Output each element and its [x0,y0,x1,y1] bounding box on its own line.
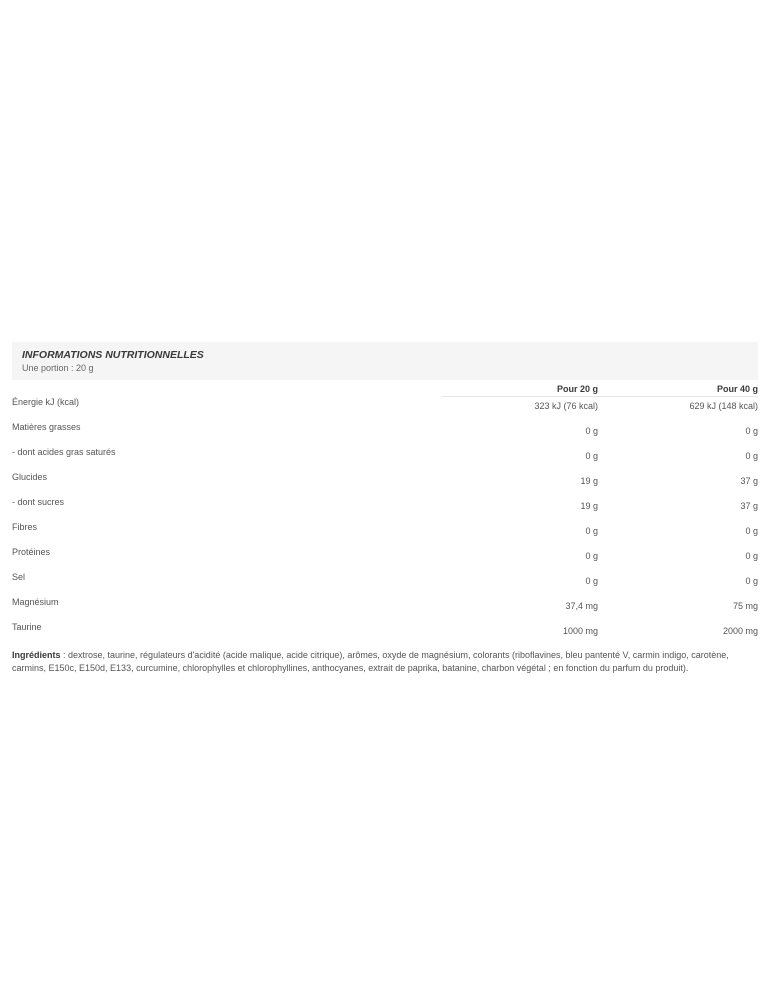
nutrient-name: - dont acides gras saturés [12,447,116,457]
column-header-per-40g: Pour 40 g [598,380,758,397]
nutrient-name: Énergie kJ (kcal) [12,396,80,407]
table-header-row [12,380,758,397]
value-per-40g: 75 mg [732,601,758,611]
value-per-40g: 2000 mg [722,626,758,636]
value-per-40g: 0 g [745,576,758,586]
value-per-20g: 19 g [580,476,598,486]
nutrient-name: Taurine [12,622,42,632]
table-row [12,622,758,647]
nutrition-header [12,342,758,380]
value-per-20g: 19 g [580,501,598,511]
value-per-20g: 0 g [585,426,598,436]
value-per-20g: 0 g [585,526,598,536]
table-row [12,422,758,447]
value-per-20g: 0 g [585,576,598,586]
value-per-20g: 0 g [585,551,598,561]
value-per-20g: 323 kJ (76 kcal) [534,401,598,411]
table-row [12,572,758,597]
nutrient-name: Fibres [12,522,38,532]
nutrition-panel [12,342,758,675]
table-row [12,597,758,622]
table-row [12,447,758,472]
value-per-40g: 0 g [745,551,758,561]
nutrient-name: Matières grasses [12,422,81,432]
ingredients-label: Ingrédients [12,650,61,660]
table-row [12,397,758,423]
nutrient-name: Magnésium [12,597,59,607]
table-row [12,497,758,522]
value-per-40g: 0 g [745,526,758,536]
value-per-40g: 37 g [740,501,758,511]
nutrient-name: Glucides [12,472,48,482]
value-per-20g: 0 g [585,451,598,461]
value-per-40g: 37 g [740,476,758,486]
table-row [12,547,758,572]
column-header-nutrient [12,380,442,397]
nutrition-table [12,380,758,647]
nutrient-name: - dont sucres [12,497,65,507]
column-header-per-20g: Pour 20 g [442,380,598,397]
nutrient-name: Protéines [12,547,51,557]
value-per-40g: 629 kJ (148 kcal) [689,401,758,411]
value-per-20g: 37,4 mg [565,601,598,611]
ingredients-paragraph [12,649,750,675]
nutrition-title: INFORMATIONS NUTRITIONNELLES [22,349,204,361]
ingredients-text: : dextrose, taurine, régulateurs d'acidité (acide malique, acide citrique), arômes, oxyde de magnésium, colorants (riboflavines, bleu pantenté V, carmin indigo, carotène, carmins, E150c, E150d, E133, curcumine, chlorophylles et chlorophyllines, anthocyanes, extrait de paprika, batanine, charbon végétal ; en fonction du parfum du produit). [12,650,729,673]
value-per-40g: 0 g [745,451,758,461]
value-per-40g: 0 g [745,426,758,436]
table-row [12,522,758,547]
table-row [12,472,758,497]
value-per-20g: 1000 mg [562,626,598,636]
nutrient-name: Sel [12,572,26,582]
portion-size: Une portion : 20 g [22,363,94,373]
